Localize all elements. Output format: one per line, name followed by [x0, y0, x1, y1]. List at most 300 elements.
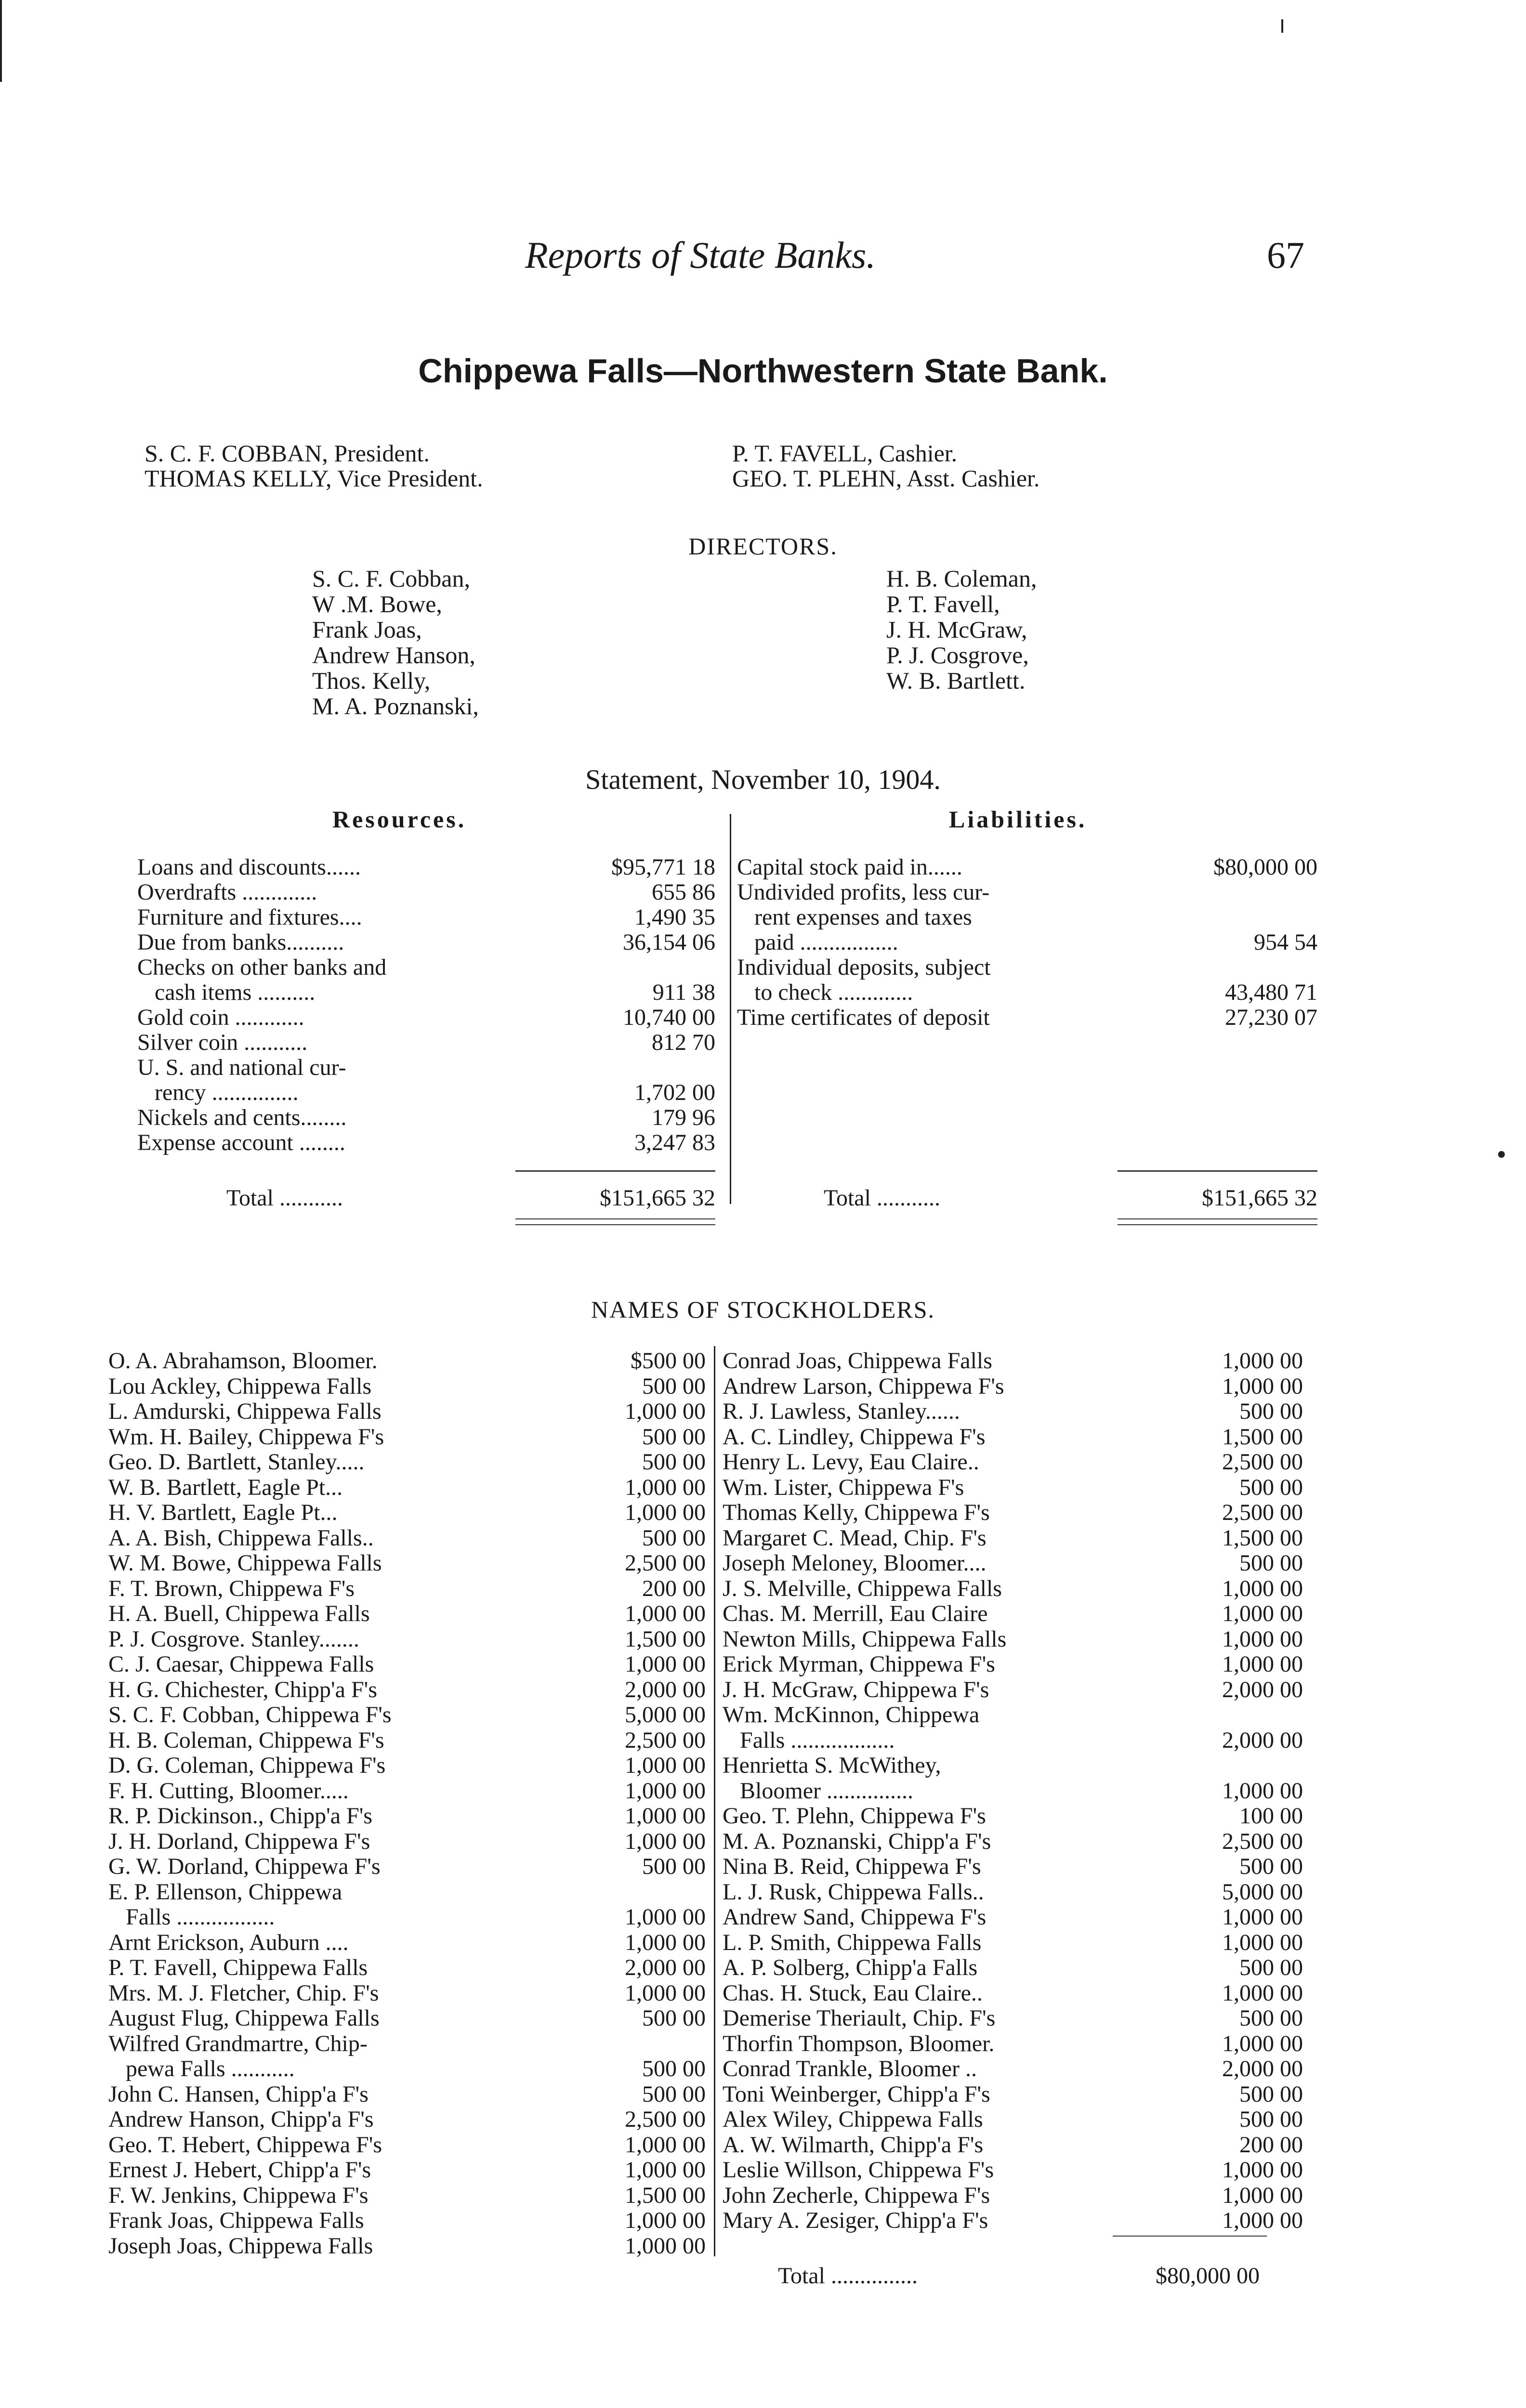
stockholder-name: D. G. Coleman, Chippewa F's: [108, 1753, 386, 1778]
liabilities-sum-rule: [1118, 1170, 1317, 1172]
stockholder-row: [723, 2183, 1303, 2209]
stockholders-heading: NAMES OF STOCKHOLDERS.: [591, 1296, 935, 1323]
resource-amount: 179 96: [652, 1105, 715, 1130]
resource-row: [137, 955, 715, 980]
stockholder-name: A. A. Bish, Chippewa Falls..: [108, 1525, 374, 1551]
scan-edge-mark: [1281, 19, 1283, 33]
stockholder-name: O. A. Abrahamson, Bloomer.: [108, 1348, 378, 1374]
director: Andrew Hanson,: [312, 641, 475, 668]
resource-amount: 1,490 35: [634, 904, 715, 930]
stockholder-name: Thorfin Thompson, Bloomer.: [723, 2030, 995, 2056]
stockholder-row: [108, 1728, 706, 1754]
stockholder-row: [723, 1955, 1303, 1981]
stockholder-row: [723, 1779, 1303, 1804]
stockholder-name: Margaret C. Mead, Chip. F's: [723, 1525, 987, 1551]
stockholder-name: Geo. D. Bartlett, Stanley.....: [108, 1449, 365, 1475]
stockholder-name: Ernest J. Hebert, Chipp'a F's: [108, 2157, 371, 2183]
stockholder-amount: 500 00: [1239, 1550, 1303, 1576]
resource-row: [137, 880, 715, 905]
stockholder-row: [723, 1677, 1303, 1703]
stockholders-right: [723, 1348, 1303, 2234]
scan-edge-mark: [1498, 1151, 1505, 1158]
liability-label: Time certificates of deposit: [737, 1005, 990, 1030]
stockholder-name: Wm. H. Bailey, Chippewa F's: [108, 1424, 384, 1450]
stockholder-row: [108, 2208, 706, 2234]
stockholder-name: C. J. Caesar, Chippewa Falls: [108, 1651, 374, 1677]
stockholder-name: Nina B. Reid, Chippewa F's: [723, 1854, 981, 1879]
stockholder-name: W. B. Bartlett, Eagle Pt...: [108, 1474, 343, 1500]
stockholder-amount: 100 00: [1239, 1803, 1303, 1829]
resources-total-row: [226, 1186, 715, 1211]
stockholder-row: [723, 1627, 1303, 1652]
stockholder-row: [108, 1399, 706, 1425]
stockholders-total-amount: $80,000 00: [1156, 2263, 1260, 2289]
stockholder-row: [723, 1905, 1303, 1930]
stockholder-name: H. B. Coleman, Chippewa F's: [108, 1727, 384, 1753]
resources-heading: Resources.: [332, 806, 467, 833]
stockholder-amount: 2,000 00: [1222, 1676, 1303, 1702]
stockholder-amount: 500 00: [642, 1854, 706, 1879]
stockholder-row: [108, 1955, 706, 1981]
stockholder-row: [108, 2183, 706, 2209]
stockholder-name: Geo. T. Hebert, Chippewa F's: [108, 2132, 382, 2158]
stockholder-amount: 1,000 00: [1222, 1651, 1303, 1677]
stockholder-amount: 1,000 00: [1222, 1348, 1303, 1374]
resource-row: [137, 905, 715, 930]
stockholders-total-row: [778, 2264, 1260, 2289]
stockholder-amount: 2,000 00: [1222, 1727, 1303, 1753]
stockholder-amount: 1,000 00: [625, 1803, 706, 1829]
resource-label: cash items ..........: [137, 980, 316, 1005]
stockholder-row: [108, 1374, 706, 1400]
stockholders-sum-rule: [1113, 2236, 1267, 2237]
stockholder-name: H. V. Bartlett, Eagle Pt...: [108, 1500, 338, 1525]
stockholder-amount: 2,500 00: [625, 1550, 706, 1576]
stockholder-row: [723, 1348, 1303, 1374]
stockholder-row: [108, 1930, 706, 1956]
stockholder-row: [108, 1500, 706, 1526]
liability-amount: $80,000 00: [1213, 854, 1317, 880]
stockholder-amount: 1,000 00: [625, 1904, 706, 1930]
stockholder-amount: 500 00: [642, 2056, 706, 2081]
stockholder-row: [723, 1551, 1303, 1576]
stockholder-name: Frank Joas, Chippewa Falls: [108, 2208, 364, 2233]
stockholder-amount: 1,000 00: [1222, 2208, 1303, 2233]
stockholder-amount: 1,500 00: [625, 2182, 706, 2208]
stockholder-row: [723, 2056, 1303, 2082]
resource-amount: 3,247 83: [634, 1130, 715, 1155]
stockholder-amount: 1,000 00: [625, 2157, 706, 2183]
resource-label: Gold coin ............: [137, 1005, 304, 1030]
stockholder-row: [723, 1728, 1303, 1754]
liabilities-heading: Liabilities.: [949, 806, 1087, 833]
stockholder-row: [723, 1399, 1303, 1425]
resource-label: Nickels and cents........: [137, 1105, 347, 1130]
resources-total-amount: $151,665 32: [600, 1185, 715, 1211]
stockholder-name: H. G. Chichester, Chipp'a F's: [108, 1676, 377, 1702]
resource-row: [137, 1005, 715, 1030]
officers-right: [732, 441, 1039, 491]
officers-left: [145, 441, 483, 491]
stockholder-amount: 1,000 00: [625, 1500, 706, 1525]
stockholder-row: [723, 1425, 1303, 1450]
liability-label: rent expenses and taxes: [737, 904, 972, 930]
stockholder-name: A. W. Wilmarth, Chipp'a F's: [723, 2132, 984, 2158]
stockholder-name: Newton Mills, Chippewa Falls: [723, 1626, 1007, 1652]
liability-row: [737, 980, 1317, 1005]
stockholder-row: [723, 1475, 1303, 1501]
liability-label: Capital stock paid in......: [737, 854, 962, 880]
resource-amount: $95,771 18: [611, 854, 715, 880]
director: Frank Joas,: [312, 616, 422, 643]
stockholder-name: A. P. Solberg, Chipp'a Falls: [723, 1955, 978, 1980]
stockholder-amount: 1,000 00: [625, 2208, 706, 2233]
stockholder-name: John Zecherle, Chippewa F's: [723, 2182, 990, 2208]
liabilities-total-amount: $151,665 32: [1202, 1185, 1317, 1211]
stockholder-name: pewa Falls ...........: [108, 2056, 295, 2081]
stockholder-row: [723, 2107, 1303, 2133]
stockholder-amount: 500 00: [1239, 1474, 1303, 1500]
director: H. B. Coleman,: [886, 565, 1037, 592]
stockholder-amount: 2,000 00: [1222, 2056, 1303, 2081]
stockholders-total-line: [778, 2264, 1260, 2289]
stockholder-name: F. H. Cutting, Bloomer.....: [108, 1778, 349, 1804]
stockholder-amount: 500 00: [1239, 1955, 1303, 1980]
liability-row: [737, 880, 1317, 905]
stockholder-row: [108, 1702, 706, 1728]
stockholder-amount: 1,000 00: [1222, 1778, 1303, 1804]
resource-amount: 1,702 00: [634, 1080, 715, 1105]
stockholder-row: [723, 1930, 1303, 1956]
stockholder-amount: 1,000 00: [625, 1929, 706, 1955]
stockholder-amount: 1,000 00: [1222, 2157, 1303, 2183]
stockholder-row: [108, 2234, 706, 2259]
stockholder-row: [108, 2107, 706, 2133]
resource-label: U. S. and national cur-: [137, 1055, 346, 1080]
stockholder-name: Leslie Willson, Chippewa F's: [723, 2157, 994, 2183]
liability-label: Undivided profits, less cur-: [737, 879, 990, 905]
stockholder-row: [108, 1526, 706, 1551]
liability-label: to check .............: [737, 980, 913, 1005]
stockholder-amount: 1,000 00: [625, 1474, 706, 1500]
stockholder-row: [108, 2158, 706, 2183]
stockholder-name: Andrew Hanson, Chipp'a F's: [108, 2107, 374, 2132]
stockholder-amount: 500 00: [642, 2005, 706, 2031]
stockholder-amount: 1,000 00: [1222, 1373, 1303, 1399]
stockholder-row: [108, 1601, 706, 1627]
stockholder-row: [108, 1475, 706, 1501]
resource-label: Due from banks..........: [137, 929, 344, 955]
stockholder-row: [108, 1880, 706, 1905]
stockholder-row: [723, 2006, 1303, 2031]
stockholder-name: J. S. Melville, Chippewa Falls: [723, 1575, 1002, 1601]
stockholder-name: Falls ..................: [723, 1727, 895, 1753]
stockholder-name: H. A. Buell, Chippewa Falls: [108, 1601, 370, 1626]
stockholder-name: Erick Myrman, Chippewa F's: [723, 1651, 995, 1677]
resource-label: Checks on other banks and: [137, 955, 387, 980]
stockholder-row: [723, 1500, 1303, 1526]
director: S. C. F. Cobban,: [312, 565, 471, 592]
stockholder-name: R. P. Dickinson., Chipp'a F's: [108, 1803, 373, 1829]
resource-amount: 36,154 06: [623, 929, 715, 955]
director: W .M. Bowe,: [312, 590, 442, 617]
stockholder-name: P. T. Favell, Chippewa Falls: [108, 1955, 368, 1980]
stockholder-amount: 1,000 00: [1222, 2030, 1303, 2056]
resource-row: [137, 1055, 715, 1080]
stockholder-name: J. H. Dorland, Chippewa F's: [108, 1828, 370, 1854]
stockholder-amount: 1,000 00: [625, 1753, 706, 1778]
liability-label: Individual deposits, subject: [737, 955, 991, 980]
stockholder-amount: 2,000 00: [625, 1955, 706, 1980]
stockholder-row: [723, 1854, 1303, 1880]
liabilities-total-line: [824, 1186, 1317, 1211]
stockholder-row: [108, 1652, 706, 1677]
stockholder-name: Lou Ackley, Chippewa Falls: [108, 1373, 372, 1399]
stockholder-amount: 1,000 00: [1222, 1904, 1303, 1930]
statement-title: Statement, November 10, 1904.: [585, 764, 941, 795]
stockholder-name: L. P. Smith, Chippewa Falls: [723, 1929, 982, 1955]
stockholder-row: [108, 2056, 706, 2082]
stockholder-name: Wilfred Grandmartre, Chip-: [108, 2030, 368, 2056]
liabilities-double-rule: [1118, 1218, 1317, 1219]
liability-label: paid .................: [737, 929, 898, 955]
stockholder-amount: 5,000 00: [625, 1702, 706, 1727]
stockholder-name: M. A. Poznanski, Chipp'a F's: [723, 1828, 991, 1854]
stockholder-amount: 500 00: [642, 1449, 706, 1475]
page-number: 67: [1267, 234, 1304, 276]
stockholder-amount: 500 00: [1239, 1399, 1303, 1424]
resource-row: [137, 980, 715, 1005]
stockholder-amount: 1,000 00: [625, 1980, 706, 2006]
resource-label: Furniture and fixtures....: [137, 904, 362, 930]
stockholder-amount: 500 00: [1239, 2107, 1303, 2132]
stockholder-name: Joseph Joas, Chippewa Falls: [108, 2233, 373, 2259]
stockholder-row: [108, 2082, 706, 2107]
stockholder-row: [108, 1829, 706, 1855]
stockholder-name: Alex Wiley, Chippewa Falls: [723, 2107, 983, 2132]
stockholder-name: Andrew Sand, Chippewa F's: [723, 1904, 987, 1930]
stockholder-name: John C. Hansen, Chipp'a F's: [108, 2081, 368, 2107]
director: Thos. Kelly,: [312, 667, 431, 694]
stockholder-amount: 500 00: [1239, 2005, 1303, 2031]
stockholder-name: E. P. Ellenson, Chippewa: [108, 1879, 342, 1905]
stockholder-name: Chas. M. Merrill, Eau Claire: [723, 1601, 988, 1626]
stockholder-amount: 1,000 00: [625, 1828, 706, 1854]
liability-row: [737, 1005, 1317, 1030]
stockholders-column-rule: [714, 1346, 715, 2256]
stockholder-row: [108, 1854, 706, 1880]
stockholder-row: [723, 1981, 1303, 2006]
resource-row: [137, 1080, 715, 1105]
stockholder-row: [723, 1702, 1303, 1728]
resource-row: [137, 855, 715, 880]
director: P. J. Cosgrove,: [886, 641, 1029, 668]
resource-amount: 10,740 00: [623, 1005, 715, 1030]
stockholder-amount: 500 00: [642, 1373, 706, 1399]
stockholder-name: Toni Weinberger, Chipp'a F's: [723, 2081, 990, 2107]
stockholder-row: [108, 1425, 706, 1450]
stockholder-name: Joseph Meloney, Bloomer....: [723, 1550, 987, 1576]
stockholder-amount: 1,000 00: [1222, 1980, 1303, 2006]
stockholder-amount: 500 00: [1239, 2081, 1303, 2107]
stockholder-name: P. J. Cosgrove. Stanley.......: [108, 1626, 359, 1652]
stockholder-amount: 1,500 00: [1222, 1424, 1303, 1450]
stockholder-row: [723, 1601, 1303, 1627]
resources-total-label: Total ...........: [226, 1185, 343, 1211]
stockholder-row: [723, 2158, 1303, 2183]
stockholder-row: [723, 1829, 1303, 1855]
stockholder-row: [108, 1551, 706, 1576]
stockholder-name: Bloomer ...............: [723, 1778, 913, 1804]
resource-label: Loans and discounts......: [137, 854, 361, 880]
officer-vice-president: THOMAS KELLY, Vice President.: [145, 465, 483, 492]
stockholder-name: Demerise Theriault, Chip. F's: [723, 2005, 996, 2031]
stockholder-name: Mrs. M. J. Fletcher, Chip. F's: [108, 1980, 379, 2006]
bank-title: Chippewa Falls—Northwestern State Bank.: [418, 352, 1108, 390]
stockholder-amount: 1,000 00: [1222, 2182, 1303, 2208]
stockholders-left: [108, 1348, 706, 2259]
liability-amount: 27,230 07: [1225, 1005, 1317, 1030]
resources-table: [137, 855, 715, 1155]
resource-label: Silver coin ...........: [137, 1030, 308, 1055]
resource-row: [137, 1130, 715, 1155]
stockholder-name: G. W. Dorland, Chippewa F's: [108, 1854, 381, 1879]
resource-row: [137, 1105, 715, 1130]
stockholder-row: [108, 1905, 706, 1930]
resource-label: rency ...............: [137, 1080, 299, 1105]
stockholder-name: Wm. Lister, Chippewa F's: [723, 1474, 964, 1500]
stockholder-row: [723, 2082, 1303, 2107]
resources-total-line: [226, 1186, 715, 1211]
stockholder-row: [108, 2133, 706, 2158]
stockholder-name: R. J. Lawless, Stanley......: [723, 1399, 960, 1424]
stockholder-amount: 1,000 00: [625, 1601, 706, 1626]
director: M. A. Poznanski,: [312, 693, 479, 720]
stockholder-row: [108, 1627, 706, 1652]
liability-amount: 43,480 71: [1225, 980, 1317, 1005]
directors-left: [312, 566, 479, 719]
resource-row: [137, 930, 715, 955]
stockholder-amount: 2,500 00: [1222, 1449, 1303, 1475]
stockholder-amount: 2,500 00: [1222, 1828, 1303, 1854]
liability-amount: 954 54: [1254, 929, 1317, 955]
stockholder-name: W. M. Bowe, Chippewa Falls: [108, 1550, 382, 1576]
stockholder-name: Henry L. Levy, Eau Claire..: [723, 1449, 979, 1475]
stockholder-row: [108, 2031, 706, 2057]
stockholder-name: Chas. H. Stuck, Eau Claire..: [723, 1980, 983, 2006]
stockholder-row: [108, 1348, 706, 1374]
stockholder-name: L. Amdurski, Chippewa Falls: [108, 1399, 382, 1424]
stockholder-row: [723, 2031, 1303, 2057]
liability-row: [737, 905, 1317, 930]
stockholder-row: [108, 1576, 706, 1602]
stockholder-name: Mary A. Zesiger, Chipp'a F's: [723, 2208, 988, 2233]
stockholder-amount: 500 00: [1239, 1854, 1303, 1879]
directors-heading: DIRECTORS.: [688, 533, 838, 560]
liabilities-table: [737, 855, 1317, 1030]
running-title: Reports of State Banks.: [525, 234, 876, 276]
resource-amount: 911 38: [652, 980, 715, 1005]
stockholder-name: Andrew Larson, Chippewa F's: [723, 1373, 1004, 1399]
stockholder-row: [108, 1779, 706, 1804]
liability-row: [737, 955, 1317, 980]
stockholder-row: [723, 1374, 1303, 1400]
stockholder-amount: 200 00: [642, 1575, 706, 1601]
director: P. T. Favell,: [886, 590, 1000, 617]
stockholder-row: [723, 1880, 1303, 1905]
stockholder-amount: 2,500 00: [625, 2107, 706, 2132]
stockholder-amount: 500 00: [642, 1525, 706, 1551]
stockholder-amount: 1,000 00: [1222, 1601, 1303, 1626]
stockholder-name: Thomas Kelly, Chippewa F's: [723, 1500, 990, 1525]
stockholder-amount: $500 00: [631, 1348, 706, 1374]
stockholder-amount: 1,000 00: [625, 1778, 706, 1804]
stockholder-amount: 1,000 00: [1222, 1575, 1303, 1601]
stockholder-row: [723, 1652, 1303, 1677]
stockholder-amount: 1,500 00: [1222, 1525, 1303, 1551]
stockholders-total-label: Total ...............: [778, 2263, 918, 2289]
stockholder-name: L. J. Rusk, Chippewa Falls..: [723, 1879, 984, 1905]
stockholder-amount: 1,000 00: [625, 2233, 706, 2259]
director: J. H. McGraw,: [886, 616, 1027, 643]
stockholder-name: Arnt Erickson, Auburn ....: [108, 1929, 349, 1955]
stockholder-row: [723, 1526, 1303, 1551]
stockholder-amount: 200 00: [1239, 2132, 1303, 2158]
stockholder-row: [108, 1981, 706, 2006]
resource-row: [137, 1030, 715, 1055]
director: W. B. Bartlett.: [886, 667, 1026, 694]
stockholder-row: [108, 1753, 706, 1779]
stockholder-row: [723, 1753, 1303, 1779]
officer-asst-cashier: GEO. T. PLEHN, Asst. Cashier.: [732, 465, 1040, 492]
stockholder-amount: 1,000 00: [1222, 1626, 1303, 1652]
resources-double-rule: [515, 1218, 715, 1219]
stockholder-name: Conrad Joas, Chippewa Falls: [723, 1348, 992, 1374]
officer-president: S. C. F. COBBAN, President.: [145, 440, 430, 467]
liabilities-total-row: [824, 1186, 1317, 1211]
stockholder-row: [108, 1677, 706, 1703]
stockholder-amount: 1,000 00: [625, 1651, 706, 1677]
stockholder-name: F. T. Brown, Chippewa F's: [108, 1575, 355, 1601]
stockholder-name: Conrad Trankle, Bloomer ..: [723, 2056, 977, 2081]
stockholder-row: [108, 2006, 706, 2031]
resource-label: Overdrafts .............: [137, 879, 317, 905]
stockholder-name: J. H. McGraw, Chippewa F's: [723, 1676, 989, 1702]
stockholder-name: Henrietta S. McWithey,: [723, 1753, 941, 1778]
liability-row: [737, 855, 1317, 880]
stockholder-name: August Flug, Chippewa Falls: [108, 2005, 380, 2031]
resources-sum-rule: [515, 1170, 715, 1172]
stockholder-amount: 1,500 00: [625, 1626, 706, 1652]
stockholder-name: Falls .................: [108, 1904, 275, 1930]
stockholder-name: Wm. McKinnon, Chippewa: [723, 1702, 980, 1727]
stockholder-amount: 5,000 00: [1222, 1879, 1303, 1905]
stockholder-amount: 1,000 00: [625, 2132, 706, 2158]
stockholder-row: [723, 2133, 1303, 2158]
stockholder-name: A. C. Lindley, Chippewa F's: [723, 1424, 986, 1450]
officer-cashier: P. T. FAVELL, Cashier.: [732, 440, 958, 467]
directors-right: [886, 566, 1037, 694]
stockholder-row: [723, 1450, 1303, 1475]
stockholder-amount: 1,000 00: [1222, 1929, 1303, 1955]
stockholder-amount: 2,000 00: [625, 1676, 706, 1702]
stockholder-row: [108, 1450, 706, 1475]
resources-double-rule: [515, 1224, 715, 1225]
stockholder-amount: 2,500 00: [1222, 1500, 1303, 1525]
resource-label: Expense account ........: [137, 1130, 345, 1155]
resource-amount: 812 70: [652, 1030, 715, 1055]
resource-amount: 655 86: [652, 879, 715, 905]
